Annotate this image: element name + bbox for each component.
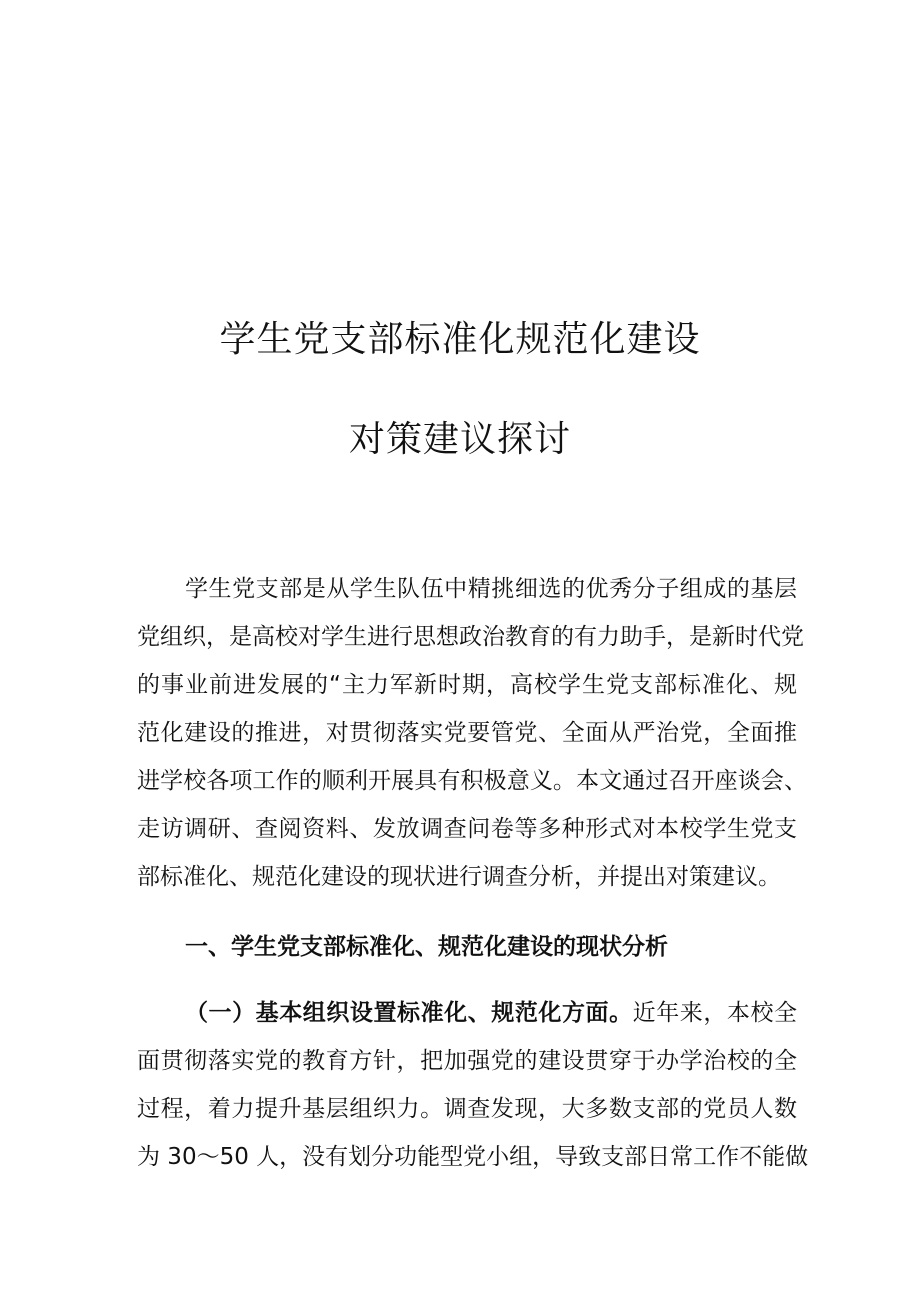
title-line-2: 对策建议探讨 [348, 419, 571, 460]
paragraph-line: 的事业前进发展的“主力军新时期，高校学生党支部标准化、规 [137, 672, 797, 698]
paragraph-line: 学生党支部是从学生队伍中精挑细选的优秀分子组成的基层 [185, 576, 797, 602]
section-heading: 一、学生党支部标准化、规范化建设的现状分析 [185, 934, 668, 960]
paragraph-line: 走访调研、查阅资料、发放调查问卷等多种形式对本校学生党支 [137, 816, 797, 842]
paragraph-line: 面贯彻落实党的教育方针，把加强党的建设贯穿于办学治校的全 [137, 1048, 797, 1074]
paragraph-text: 近年来，本校全 [632, 1000, 798, 1026]
paragraph-line: 进学校各项工作的顺利开展具有积极意义。本文通过召开座谈会、 [137, 768, 807, 794]
paragraph-line: 党组织，是高校对学生进行思想政治教育的有力助手，是新时代党 [137, 624, 804, 650]
paragraph-line: 部标准化、规范化建设的现状进行调查分析，并提出对策建议。 [137, 864, 781, 890]
paragraph-line: 为 30〜50 人，没有划分功能型党小组，导致支部日常工作不能做 [137, 1144, 809, 1170]
paragraph-line: 过程，着力提升基层组织力。调查发现，大多数支部的党员人数 [137, 1096, 797, 1122]
paragraph-line [185, 996, 797, 1030]
paragraph-line: 范化建设的推进，对贯彻落实党要管党、全面从严治党，全面推 [137, 720, 797, 746]
title-line-1: 学生党支部标准化规范化建设 [219, 319, 701, 360]
subsection-heading: （一）基本组织设置标准化、规范化方面。 [185, 1000, 633, 1026]
